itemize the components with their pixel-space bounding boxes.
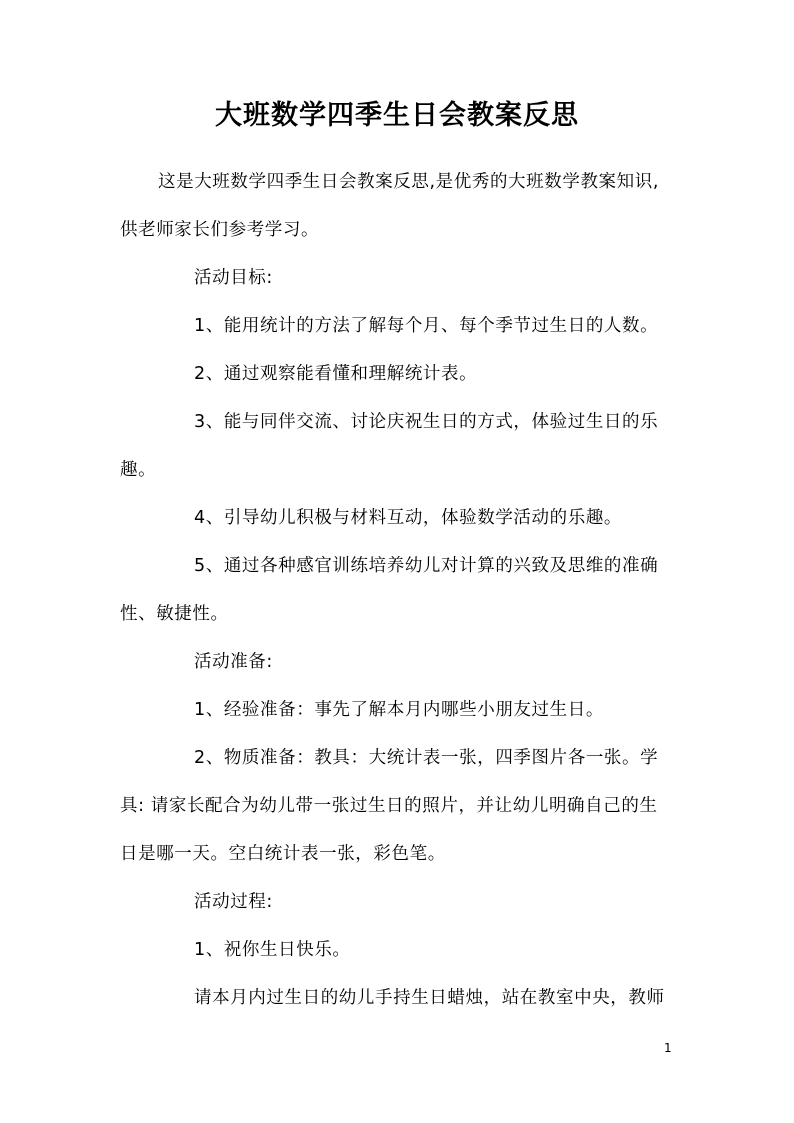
list-item-continuation: 性、敏捷性。 [120,604,229,624]
list-item: 1、祝你生日快乐。 [194,940,351,960]
section-heading: 活动目标: [194,268,273,288]
paragraph-line: 这是大班数学四季生日会教案反思,是优秀的大班数学教案知识, [158,172,660,192]
list-item: 1、能用统计的方法了解每个月、每个季节过生日的人数。 [194,316,659,336]
section-heading: 活动过程: [194,892,273,912]
list-item: 5、通过各种感官训练培养幼儿对计算的兴致及思维的准确 [194,556,659,576]
paragraph-line: 请本月内过生日的幼儿手持生日蜡烛，站在教室中央，教师 [194,988,665,1008]
list-item: 4、引导幼儿积极与材料互动，体验数学活动的乐趣。 [194,508,623,528]
list-item-continuation: 趣。 [120,460,157,480]
list-item: 3、能与同伴交流、讨论庆祝生日的方式，体验过生日的乐 [194,412,659,432]
section-heading: 活动准备: [194,652,273,672]
list-item-continuation: 日是哪一天。空白统计表一张，彩色笔。 [120,844,446,864]
page-number: 1 [664,1041,672,1055]
list-item: 2、通过观察能看懂和理解统计表。 [194,364,478,384]
list-item: 2、物质准备：教具：大统计表一张，四季图片各一张。学 [194,748,659,768]
list-item-continuation: 具: 请家长配合为幼儿带一张过生日的照片，并让幼儿明确自己的生 [120,796,658,816]
list-item: 1、经验准备：事先了解本月内哪些小朋友过生日。 [194,700,604,720]
paragraph-line: 供老师家长们参考学习。 [120,220,320,240]
document-title: 大班数学四季生日会教案反思 [215,100,579,131]
